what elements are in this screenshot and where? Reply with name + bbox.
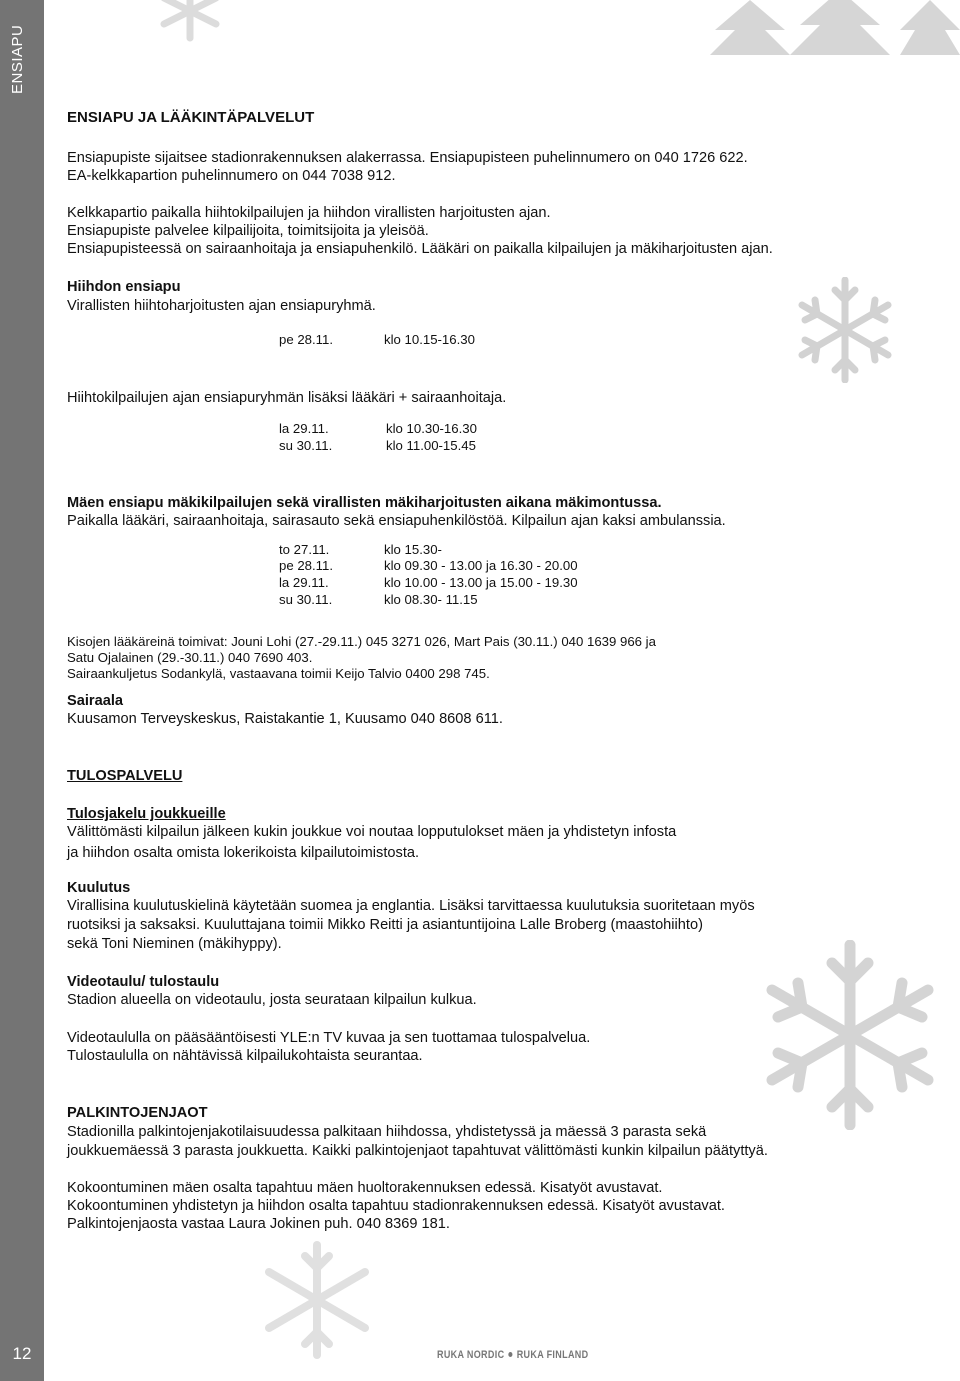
- paragraph-line: Stadionilla palkintojenjakotilaisuudessa palkitaan hiihdossa, yhdistetyssä ja mäessä 3 parasta sekä: [67, 1124, 707, 1140]
- schedule-time: klo 08.30- 11.15: [384, 592, 478, 607]
- schedule-time: klo 10.00 - 13.00 ja 15.00 - 19.30: [384, 575, 578, 590]
- section-title-results: TULOSPALVELU: [67, 768, 183, 784]
- schedule-day: pe 28.11.: [279, 332, 334, 347]
- paragraph-line: EA-kelkkapartion puhelinnumero on 044 7038 912.: [67, 168, 396, 184]
- section-tab-label: ENSIAPU: [9, 24, 26, 94]
- paragraph-line: Virallisina kuulutuskielinä käytetään suomea ja englantia. Lisäksi tarvittaessa kuulutuksia suoritetaan myös: [67, 898, 755, 914]
- section-title-prize-ceremonies: PALKINTOJENJAOT: [67, 1105, 208, 1121]
- paragraph-line: Videotaululla on pääsääntöisesti YLE:n TV kuvaa ja sen tuottamaa tulospalvelua.: [67, 1030, 591, 1046]
- paragraph-line: Ensiapupiste palvelee kilpailijoita, toimitsijoita ja yleisöä.: [67, 223, 429, 239]
- paragraph-line: Paikalla lääkäri, sairaanhoitaja, sairasauto sekä ensiapuhenkilöstöä. Kilpailun ajan kaksi ambulanssia.: [67, 513, 726, 529]
- footer-brand-right: RUKA FINLAND: [516, 1349, 589, 1361]
- paragraph-line: Virallisten hiihtoharjoitusten ajan ensiapuryhmä.: [67, 298, 376, 314]
- schedule-time: klo 15.30-: [384, 542, 442, 557]
- schedule-time: klo 10.30-16.30: [386, 421, 477, 436]
- paragraph-line: Tulostaululla on nähtävissä kilpailukohtaista seurantaa.: [67, 1048, 423, 1064]
- snowflake-icon: [150, 0, 230, 42]
- snowflake-icon: [262, 1240, 372, 1360]
- section-title-first-aid: ENSIAPU JA LÄÄKINTÄPALVELUT: [67, 109, 315, 126]
- paragraph-line: Palkintojenjaosta vastaa Laura Jokinen puh. 040 8369 181.: [67, 1216, 450, 1232]
- paragraph-line: Sairaankuljetus Sodankylä, vastaavana toimii Keijo Talvio 0400 298 745.: [67, 666, 490, 681]
- subheading-ski-first-aid: Hiihdon ensiapu: [67, 279, 181, 295]
- sidebar-strip: [0, 0, 44, 1381]
- subheading-jump-first-aid: Mäen ensiapu mäkikilpailujen sekä virallisten mäkiharjoitusten aikana mäkimontussa.: [67, 495, 662, 511]
- subheading-announcements: Kuulutus: [67, 880, 131, 896]
- paragraph-line: ruotsiksi ja saksaksi. Kuuluttajana toimii Mikko Reitti ja asiantuntijoina Lalle Broberg (maastohiihto): [67, 917, 703, 933]
- paragraph-line: Kisojen lääkäreinä toimivat: Jouni Lohi (27.-29.11.) 045 3271 026, Mart Pais (30.11.) 040 1639 966 ja: [67, 634, 656, 649]
- paragraph-line: Kuusamon Terveyskeskus, Raistakantie 1, Kuusamo 040 8608 611.: [67, 711, 503, 727]
- snowflake-icon: [795, 277, 895, 383]
- subheading-hospital: Sairaala: [67, 693, 123, 709]
- paragraph-line: Stadion alueella on videotaulu, josta seurataan kilpailun kulkua.: [67, 992, 477, 1008]
- footer-brand: [437, 1349, 588, 1361]
- schedule-day: pe 28.11.: [279, 558, 334, 573]
- snowflake-icon: [760, 940, 940, 1130]
- subheading-video-board: Videotaulu/ tulostaulu: [67, 974, 220, 990]
- paragraph-line: Satu Ojalainen (29.-30.11.) 040 7690 403.: [67, 650, 313, 665]
- paragraph-line: Kokoontuminen mäen osalta tapahtuu mäen huoltorakennuksen edessä. Kisatyöt avustavat.: [67, 1180, 663, 1196]
- schedule-day: la 29.11.: [279, 575, 329, 590]
- schedule-day: to 27.11.: [279, 542, 330, 557]
- tree-icon: [690, 0, 960, 60]
- paragraph-line: Hiihtokilpailujen ajan ensiapuryhmän lisäksi lääkäri + sairaanhoitaja.: [67, 390, 507, 406]
- paragraph-line: Ensiapupisteessä on sairaanhoitaja ja ensiapuhenkilö. Lääkäri on paikalla kilpailujen ja mäkiharjoitusten ajan.: [67, 241, 773, 257]
- bullet-icon: [509, 1352, 513, 1357]
- schedule-time: klo 10.15-16.30: [384, 332, 475, 347]
- paragraph-line: Kelkkapartio paikalla hiihtokilpailujen ja hiihdon virallisten harjoitusten ajan.: [67, 205, 551, 221]
- schedule-day: la 29.11.: [279, 421, 329, 436]
- schedule-day: su 30.11.: [279, 438, 333, 453]
- subheading-result-distribution: Tulosjakelu joukkueille: [67, 806, 226, 822]
- schedule-time: klo 11.00-15.45: [386, 438, 476, 453]
- paragraph-line: Kokoontuminen yhdistetyn ja hiihdon osalta tapahtuu stadionrakennuksen edessä. Kisatyöt avustavat.: [67, 1198, 725, 1214]
- page-number: 12: [12, 1344, 32, 1363]
- paragraph-line: Ensiapupiste sijaitsee stadionrakennuksen alakerrassa. Ensiapupisteen puhelinnumero on 040 1726 622.: [67, 150, 748, 166]
- paragraph-line: sekä Toni Nieminen (mäkihyppy).: [67, 936, 282, 952]
- paragraph-line: Välittömästi kilpailun jälkeen kukin joukkue voi noutaa lopputulokset mäen ja yhdistetyn infosta: [67, 824, 677, 840]
- paragraph-line: ja hiihdon osalta omista lokerikoista kilpailutoimistosta.: [67, 845, 420, 861]
- schedule-day: su 30.11.: [279, 592, 333, 607]
- schedule-time: klo 09.30 - 13.00 ja 16.30 - 20.00: [384, 558, 578, 573]
- paragraph-line: joukkuemäessä 3 parasta joukkuetta. Kaikki palkintojenjaot tapahtuvat välittömästi kunkin kilpailun päätyttyä.: [67, 1143, 768, 1159]
- footer-brand-left: RUKA NORDIC: [437, 1349, 505, 1361]
